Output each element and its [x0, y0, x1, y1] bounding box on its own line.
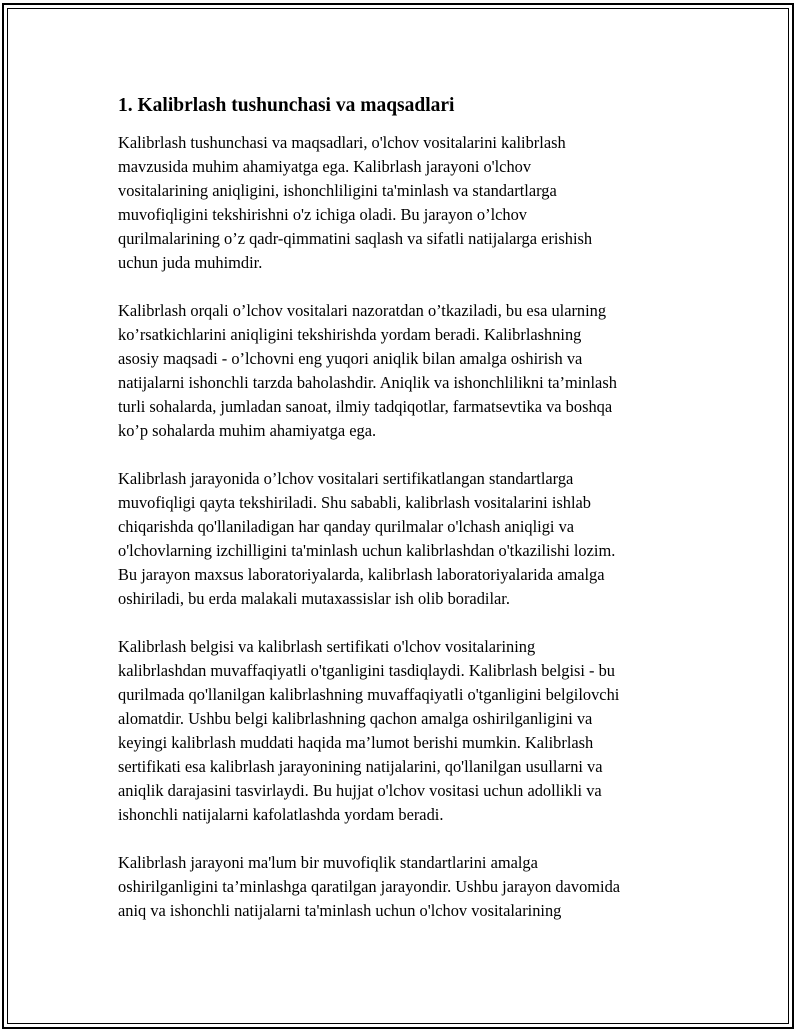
text-line: mavzusida muhim ahamiyatga ega. Kalibrlash jarayoni o'lchov: [118, 157, 532, 176]
text-line: natijalarni ishonchli tarzda baholashdir. Aniqlik va ishonchlilikni ta’minlash: [118, 373, 617, 392]
paragraph-4: [118, 635, 718, 827]
text-line: vositalarining aniqligini, ishonchliligini ta'minlash va standartlarga: [118, 181, 557, 200]
text-line: turli sohalarda, jumladan sanoat, ilmiy tadqiqotlar, farmatsevtika va boshqa: [118, 397, 613, 416]
text-line: asosiy maqsadi - o’lchovni eng yuqori aniqlik bilan amalga oshirish va: [118, 349, 583, 368]
text-line: alomatdir. Ushbu belgi kalibrlashning qachon amalga oshirilganligini va: [118, 709, 593, 728]
text-line: sertifikati esa kalibrlash jarayonining natijalarini, qo'llanilgan usullarni va: [118, 757, 603, 776]
document-body: [118, 94, 718, 947]
text-line: ko’rsatkichlarini aniqligini tekshirishda yordam beradi. Kalibrlashning: [118, 325, 582, 344]
text-line: qurilmada qo'llanilgan kalibrlashning muvaffaqiyatli o'tganligini belgilovchi: [118, 685, 620, 704]
text-line: muvofiqligini tekshirishni o'z ichiga oladi. Bu jarayon o’lchov: [118, 205, 528, 224]
text-line: Bu jarayon maxsus laboratoriyalarda, kalibrlash laboratoriyalarida amalga: [118, 565, 605, 584]
text-line: Kalibrlash belgisi va kalibrlash sertifikati o'lchov vositalarining: [118, 637, 536, 656]
text-line: aniq va ishonchli natijalarni ta'minlash uchun o'lchov vositalarining: [118, 901, 562, 920]
paragraph-2: [118, 299, 718, 443]
text-line: chiqarishda qo'llaniladigan har qanday qurilmalar o'lchash aniqligi va: [118, 517, 575, 536]
text-line: Kalibrlash orqali o’lchov vositalari nazoratdan o’tkaziladi, bu esa ularning: [118, 301, 607, 320]
text-line: muvofiqligi qayta tekshiriladi. Shu sababli, kalibrlash vositalarini ishlab: [118, 493, 591, 512]
text-line: ko’p sohalarda muhim ahamiyatga ega.: [118, 421, 377, 440]
text-line: o'lchovlarning izchilligini ta'minlash uchun kalibrlashdan o'tkazilishi lozim.: [118, 541, 616, 560]
text-line: aniqlik darajasini tasvirlaydi. Bu hujjat o'lchov vositasi uchun adollikli va: [118, 781, 602, 800]
text-line: oshirilganligini ta’minlashga qaratilgan jarayondir. Ushbu jarayon davomida: [118, 877, 621, 896]
text-line: qurilmalarining o’z qadr-qimmatini saqlash va sifatli natijalarga erishish: [118, 229, 593, 248]
text-line: uchun juda muhimdir.: [118, 253, 263, 272]
text-line: kalibrlashdan muvaffaqiyatli o'tganligini tasdiqlaydi. Kalibrlash belgisi - bu: [118, 661, 616, 680]
section-heading: 1. Kalibrlash tushunchasi va maqsadlari: [118, 95, 455, 116]
text-line: Kalibrlash jarayoni ma'lum bir muvofiqlik standartlarini amalga: [118, 853, 538, 872]
text-line: Kalibrlash tushunchasi va maqsadlari, o'lchov vositalarini kalibrlash: [118, 133, 566, 152]
text-line: Kalibrlash jarayonida o’lchov vositalari sertifikatlangan standartlarga: [118, 469, 574, 488]
text-line: oshiriladi, bu erda malakali mutaxassislar ish olib boradilar.: [118, 589, 510, 608]
text-line: keyingi kalibrlash muddati haqida ma’lumot berishi mumkin. Kalibrlash: [118, 733, 594, 752]
paragraph-3: [118, 467, 718, 611]
paragraph-5: [118, 851, 718, 923]
text-line: ishonchli natijalarni kafolatlashda yordam beradi.: [118, 805, 444, 824]
paragraph-1: [118, 131, 718, 275]
